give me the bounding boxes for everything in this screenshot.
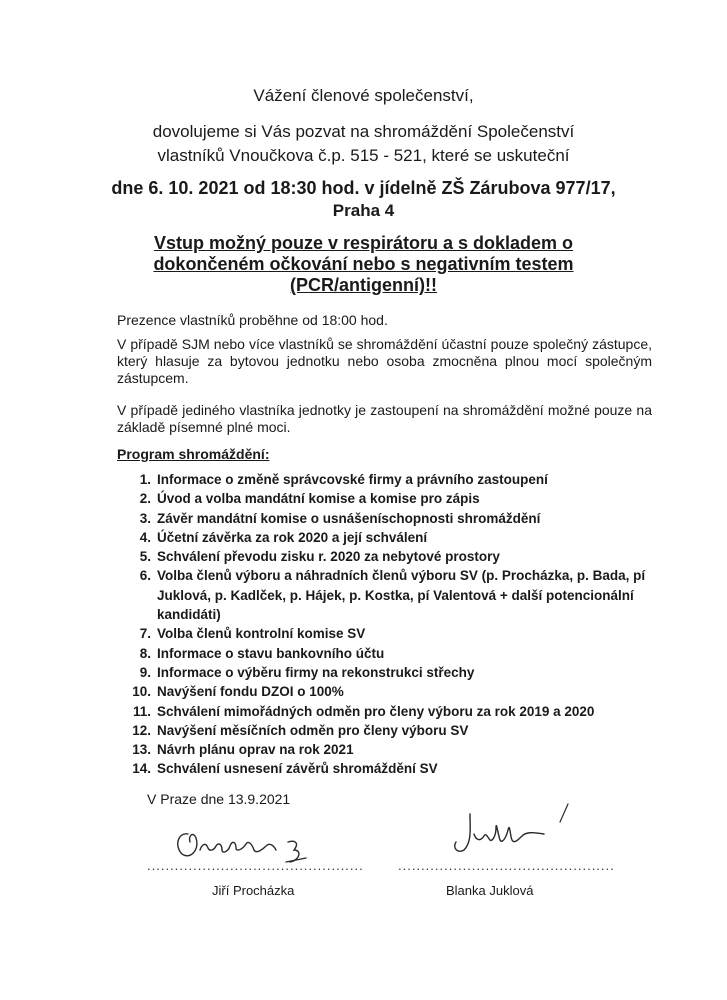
greeting: Vážení členové společenství, [253, 86, 474, 105]
program-item-text: Schválení mimořádných odměn pro členy výboru za rok 2019 a 2020 [157, 703, 595, 719]
presence-paragraph: Prezence vlastníků proběhne od 18:00 hod. [117, 312, 388, 328]
program-item [109, 509, 669, 528]
program-item-text: Návrh plánu oprav na rok 2021 [157, 742, 354, 758]
program-item-text: Úvod a volba mandátní komise a komise pro zápis [157, 491, 480, 507]
program-item-number: 10. [132, 684, 151, 700]
program-item [109, 528, 669, 547]
entry-notice-line-3: (PCR/antigenní)!! [290, 275, 437, 295]
program-item-text: Informace o stavu bankovního účtu [157, 645, 385, 661]
entry-notice-line-1: Vstup možný pouze v respirátoru a s dokladem o [153, 233, 574, 253]
program-item [109, 644, 669, 663]
program-item-number: 2. [139, 491, 151, 507]
entry-notice [0, 233, 727, 296]
program-item-text: Informace o výběru firmy na rekonstrukci střechy [157, 664, 475, 680]
program-item [109, 759, 669, 778]
program-item [109, 489, 669, 508]
signer-name-1: Jiří Procházka [212, 883, 295, 898]
invite-line-2: vlastníků Vnoučkova č.p. 515 - 521, které se uskuteční [157, 146, 570, 165]
program-item-number: 9. [139, 664, 151, 680]
program-item [109, 740, 669, 759]
program-item-number: 1. [139, 472, 151, 487]
program-item-number: 4. [139, 529, 151, 545]
program-item [109, 663, 669, 682]
program-item [109, 702, 669, 721]
program-item [109, 721, 669, 740]
program-item-number: 8. [139, 645, 151, 661]
program-item-text: Volba členů výboru a náhradních členů výboru SV (p. Procházka, p. Bada, pí Juklová, p. Kadlček, p. Hájek, p. Kostka, pí Valentová + další potencionální kandidáti) [157, 568, 646, 623]
program-item-text: Účetní závěrka za rok 2020 a její schválení [157, 529, 428, 545]
signature-line-1: ............................................... [147, 858, 364, 873]
signer-name-2: Blanka Juklová [446, 883, 534, 898]
program-item-number: 14. [132, 761, 151, 777]
single-owner-paragraph: V případě jediného vlastníka jednotky je zastoupení na shromáždění možné pouze na základě písemné plné moci. [117, 402, 652, 435]
program-item-number: 3. [139, 510, 151, 526]
program-item [109, 624, 669, 643]
meeting-city: Praha 4 [332, 201, 395, 220]
program-item-number: 6. [139, 568, 151, 584]
place-and-date: V Praze dne 13.9.2021 [147, 791, 291, 807]
signature-line-2: ............................................... [398, 858, 615, 873]
program-item-text: Schválení převodu zisku r. 2020 za nebytové prostory [157, 549, 500, 565]
program-item [109, 566, 669, 624]
program-title: Program shromáždění: [117, 446, 270, 462]
sjm-paragraph: V případě SJM nebo více vlastníků se shromáždění účastní pouze společný zástupce, který hlasuje za bytovou jednotku nebo osoba zmocněna plnou mocí společným zástupcem. [117, 336, 652, 386]
entry-notice-line-2: dokončeném očkování nebo s negativním testem [153, 254, 574, 274]
program-item-number: 12. [132, 722, 151, 738]
program-item-number: 11. [132, 703, 151, 719]
program-item-text: Schválení usnesení závěrů shromáždění SV [157, 761, 438, 777]
program-item-text: Volba členů kontrolní komise SV [157, 626, 366, 642]
program-item-number: 7. [139, 626, 151, 642]
program-item-number: 5. [139, 549, 151, 565]
program-item-text: Navýšení fondu DZOI o 100% [157, 684, 344, 700]
program-item [109, 547, 669, 566]
program-item-text: Navýšení měsíčních odměn pro členy výboru SV [157, 722, 469, 738]
program-item-text: Závěr mandátní komise o usnášeníschopnosti shromáždění [157, 510, 541, 526]
program-list [109, 470, 669, 779]
meeting-datetime-place: dne 6. 10. 2021 od 18:30 hod. v jídelně ZŠ Zárubova 977/17, [111, 178, 616, 198]
program-item [109, 682, 669, 701]
program-item-number: 13. [132, 742, 151, 758]
signature-juklova [440, 800, 590, 862]
program-item-text: Informace o změně správcovské firmy a právního zastoupení [157, 472, 548, 487]
program-item [109, 470, 669, 489]
invite-line-1: dovolujeme si Vás pozvat na shromáždění Společenství [152, 122, 575, 141]
